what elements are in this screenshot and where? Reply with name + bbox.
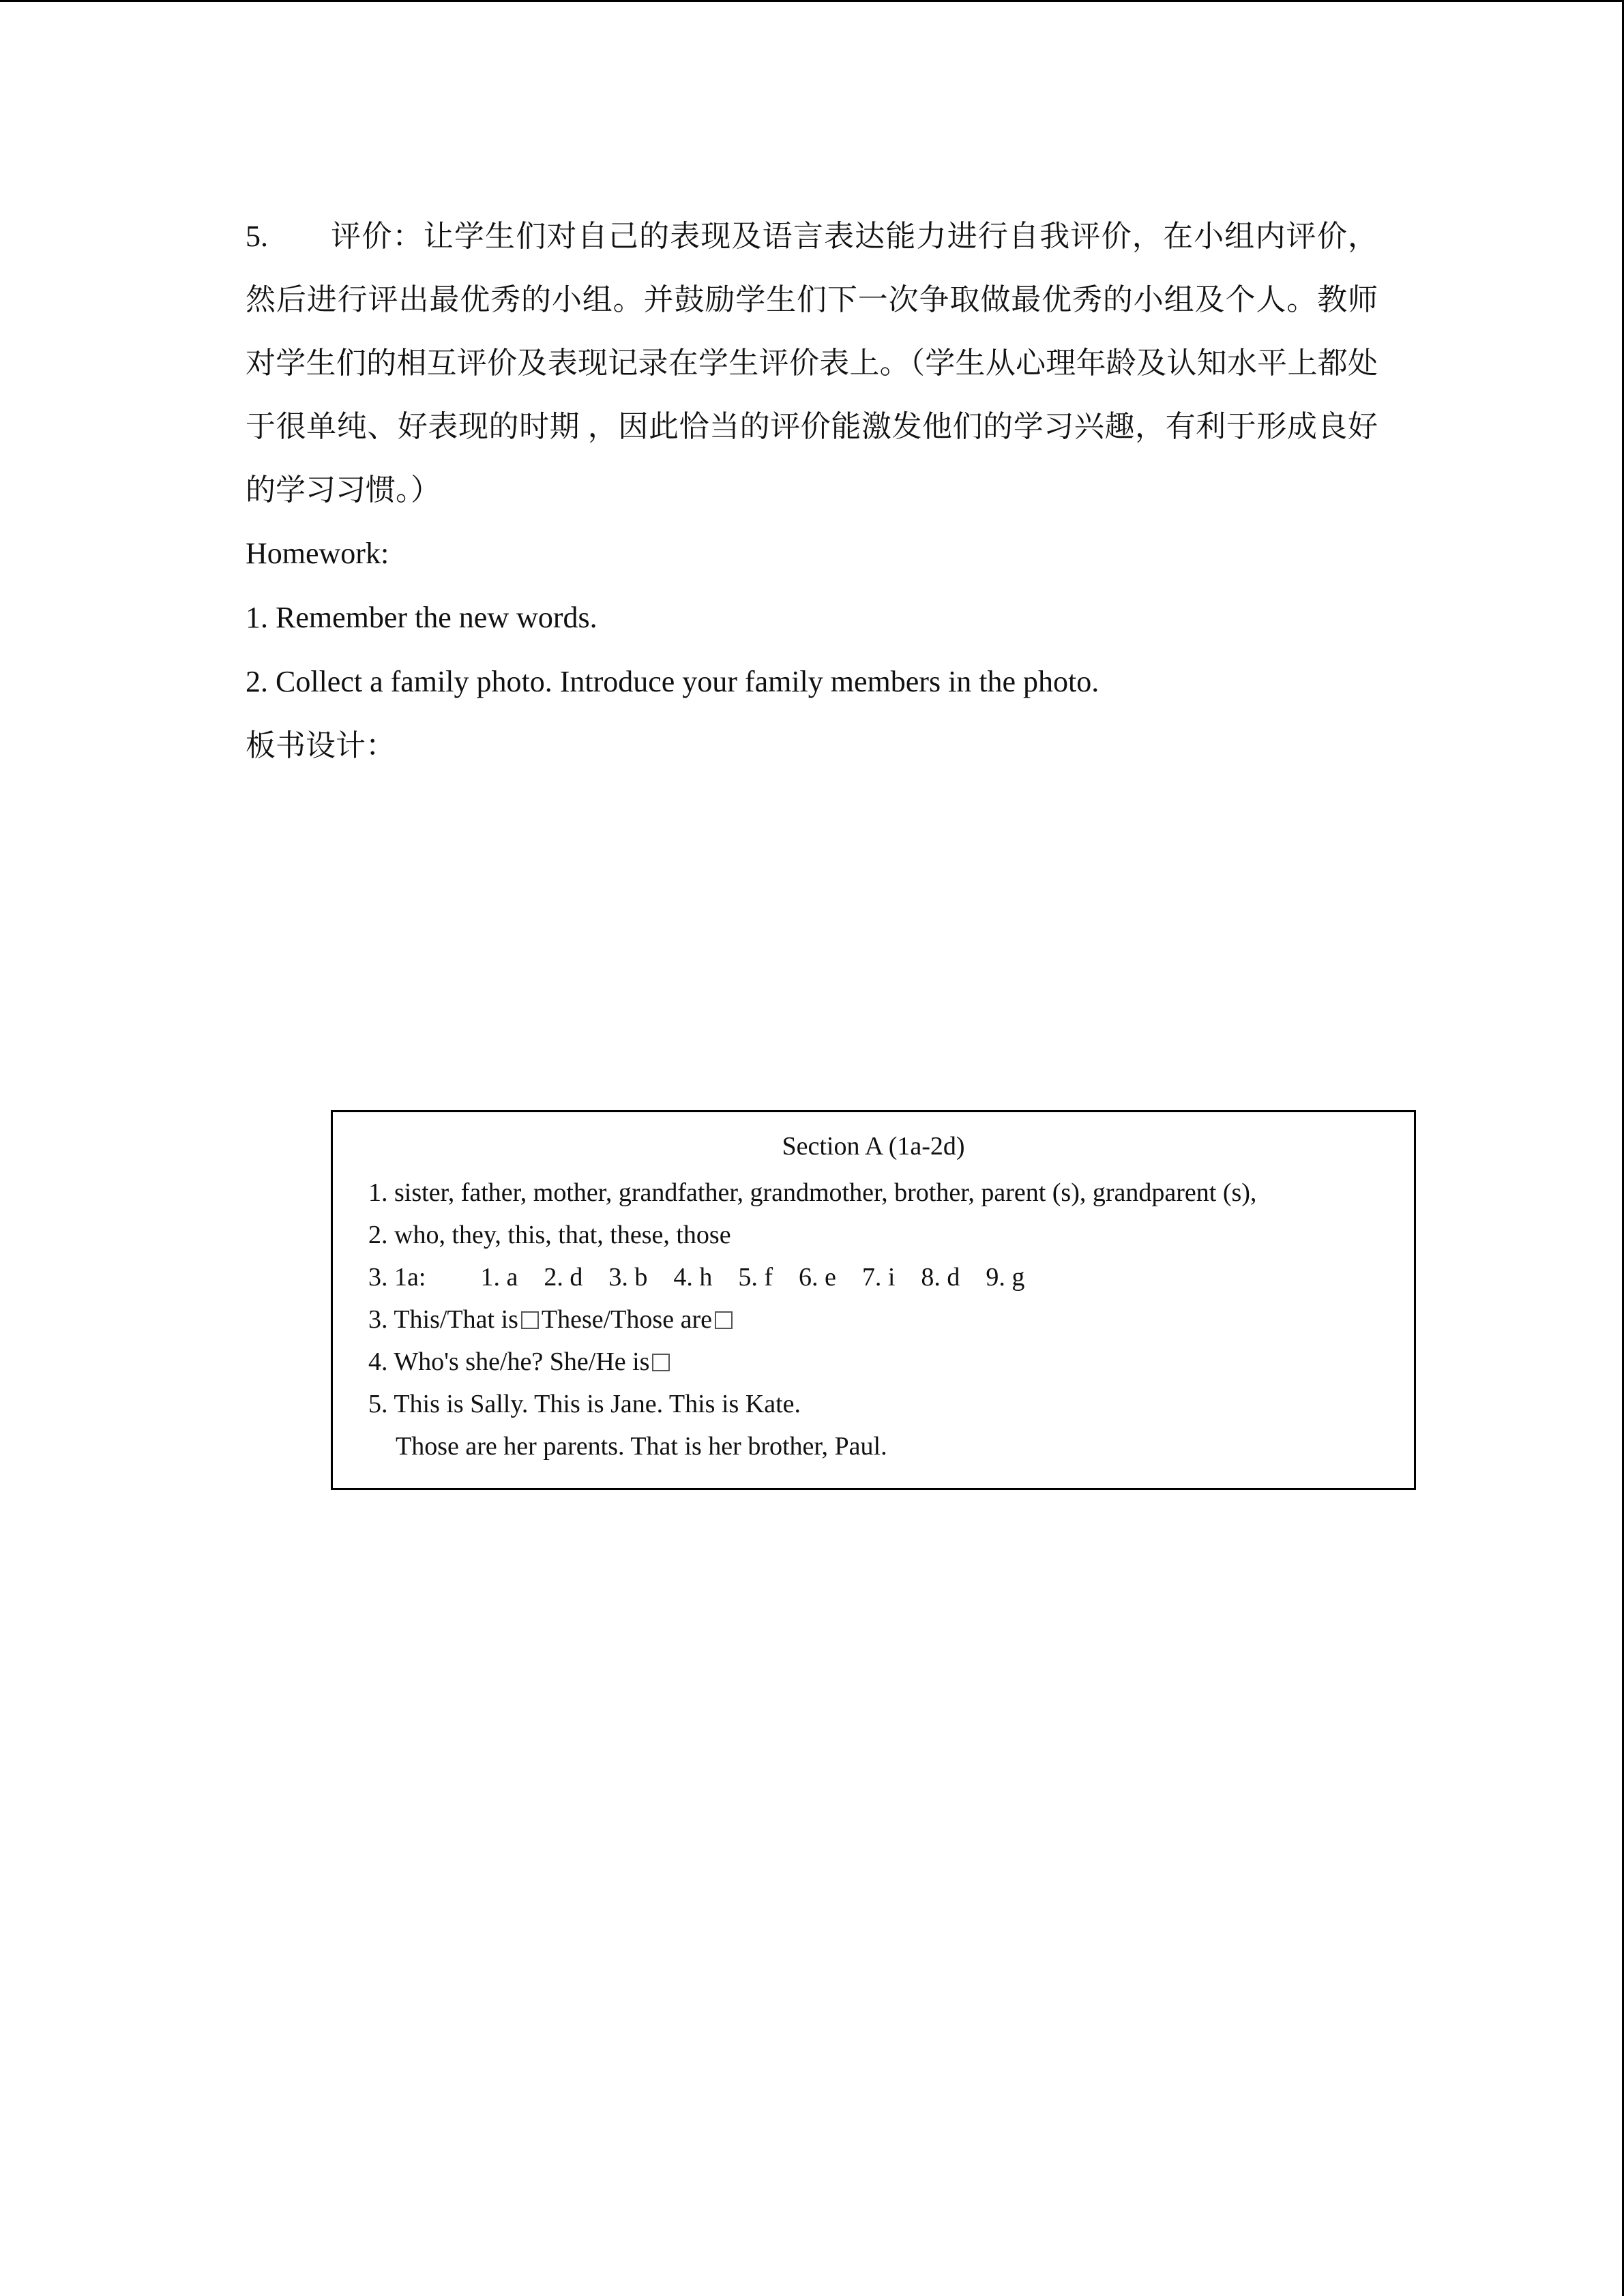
homework-item-1: 1. Remember the new words. xyxy=(246,601,597,634)
page-top-border xyxy=(0,0,1624,2)
evaluation-text: 评价：让学生们对自己的表现及语言表达能力进行自我评价，在小组内评价，然后进行评出最优秀的小组。并鼓励学生们下一次争取做最优秀的小组及个人。教师对学生们的相互评价及表现记录在学生评价表上。（学生从心理年龄及认知水平上都处于很单纯、好表现的时期 ，因此恰当的评价能激发他们的学习兴趣，有利于形成良好的学习习惯。） xyxy=(246,220,1378,507)
answer-item: 9. g xyxy=(986,1263,1025,1292)
these-those-text: These/Those are xyxy=(541,1305,712,1334)
blank-box-icon xyxy=(521,1311,539,1329)
evaluation-number: 5. xyxy=(246,220,268,253)
board-line-who xyxy=(368,1341,1400,1383)
this-that-text: 3. This/That is xyxy=(368,1305,518,1334)
answers-label: 3. 1a: xyxy=(368,1263,426,1292)
board-design-heading: 板书设计： xyxy=(246,729,396,762)
homework-heading: Homework: xyxy=(246,537,389,570)
board-title: Section A (1a-2d) xyxy=(782,1132,965,1161)
blank-box-icon xyxy=(715,1311,733,1329)
board-line-vocabulary: 1. sister, father, mother, grandfather, grandmother, brother, parent (s), grandparent (s), xyxy=(368,1178,1257,1207)
board-lines xyxy=(368,1172,1400,1467)
blackboard-design-box xyxy=(331,1110,1416,1490)
board-line-this-that xyxy=(368,1298,1400,1341)
answer-item: 7. i xyxy=(861,1263,896,1292)
answer-item: 4. h xyxy=(673,1263,713,1292)
evaluation-paragraph xyxy=(246,205,1378,522)
document-body xyxy=(246,205,1378,778)
blank-box-icon xyxy=(652,1354,670,1371)
board-line-answers xyxy=(368,1256,1400,1298)
answer-item: 1. a xyxy=(480,1263,518,1292)
who-text: 4. Who's she/he? She/He is xyxy=(368,1347,650,1376)
homework-item-2: 2. Collect a family photo. Introduce your family members in the photo. xyxy=(246,665,1099,698)
board-line-example: 5. This is Sally. This is Jane. This is Kate. xyxy=(368,1390,801,1418)
answer-item: 5. f xyxy=(738,1263,773,1292)
board-line-example-cont: Those are her parents. That is her brother, Paul. xyxy=(396,1432,887,1461)
board-line-pronouns: 2. who, they, this, that, these, those xyxy=(368,1221,731,1249)
answer-item: 3. b xyxy=(608,1263,648,1292)
answer-item: 6. e xyxy=(798,1263,836,1292)
answer-item: 2. d xyxy=(544,1263,583,1292)
answer-item: 8. d xyxy=(921,1263,960,1292)
